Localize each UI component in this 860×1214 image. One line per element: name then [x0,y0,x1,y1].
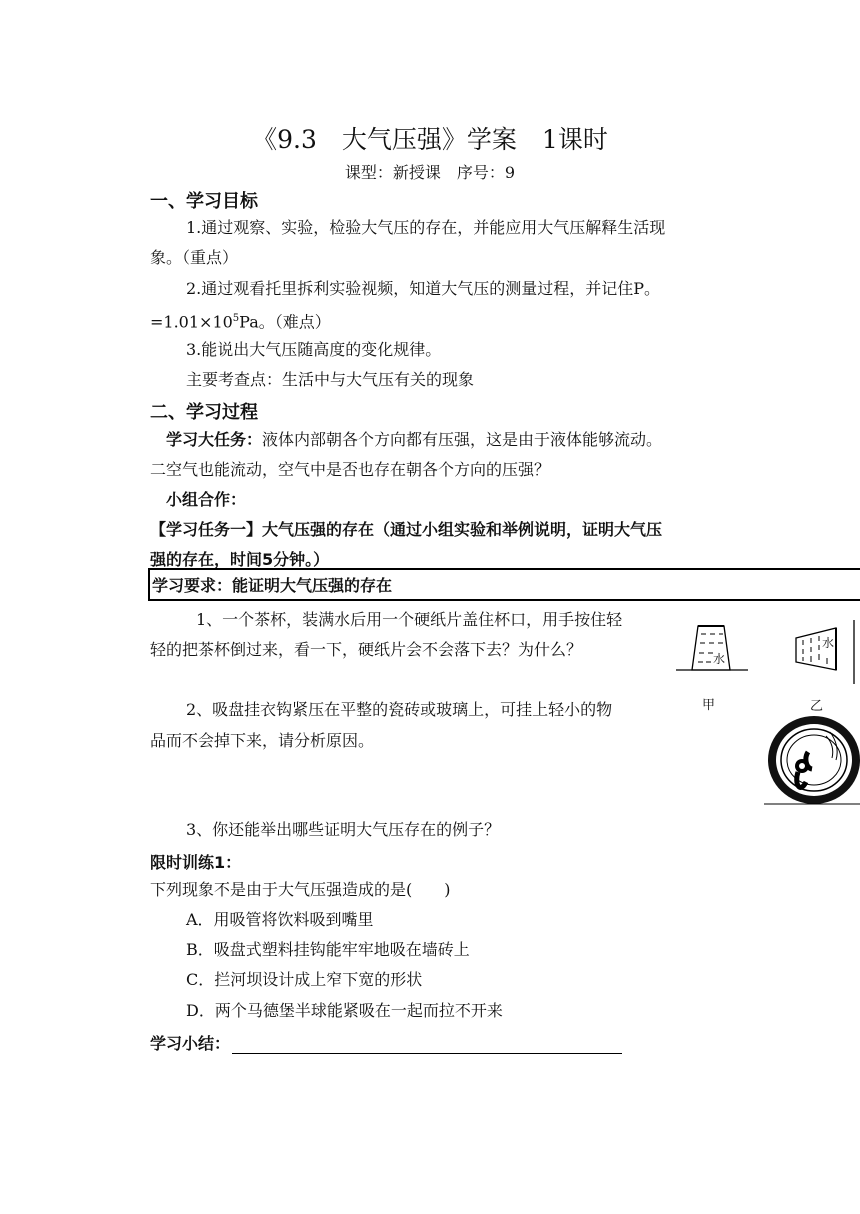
summary-row [150,1034,622,1054]
main-point: 主要考查点：生活中与大气压有关的现象 [186,370,475,389]
task-1-line-1: 【学习任务一】大气压强的存在（通过小组实验和举例说明，证明大气压 [150,520,663,539]
practice-heading: 限时训练1： [150,853,242,872]
question-1-line-1: 1、一个茶杯，装满水后用一个硬纸片盖住杯口，用手按住轻 [196,610,623,629]
option-c: C．拦河坝设计成上窄下宽的形状 [186,970,423,989]
section-heading-process: 二、学习过程 [150,402,258,423]
water-label-cup-jia: 水 [713,652,726,666]
cup-sideways-figure [778,614,860,686]
task-1-line-2: 强的存在，时间5分钟。） [150,550,330,569]
goal-2-line-1: 2.通过观看托里拆利实验视频，知道大气压的测量过程，并记住P。 [186,279,661,298]
caption-yi: 乙 [810,699,824,714]
goal-1-line-2: 象。（重点） [150,248,239,267]
goal-3: 3.能说出大气压随高度的变化规律。 [186,340,442,359]
caption-jia: 甲 [702,698,716,713]
cup-upright-figure [676,612,748,682]
goal-2-line-2: $=1.01\times 10^5Pa$。（难点） [150,312,331,332]
page-subtitle: 课型：新授课 序号：9 [344,163,516,182]
suction-cup-figure [764,714,860,806]
group-work: 小组合作： [166,490,247,509]
requirement-text: 学习要求：能证明大气压强的存在 [152,576,393,595]
page-title: 《9.3 大气压强》学案 1课时 [252,125,608,154]
summary-label: 学习小结： [150,1034,231,1053]
option-b: B．吸盘式塑料挂钩能牢牢地吸在墙砖上 [186,940,470,959]
option-a: A．用吸管将饮料吸到嘴里 [186,910,374,929]
question-2-line-1: 2、吸盘挂衣钩紧压在平整的瓷砖或玻璃上，可挂上轻小的物 [186,700,613,719]
practice-question: 下列现象不是由于大气压强造成的是( ) [150,880,451,899]
question-3: 3、你还能举出哪些证明大气压存在的例子？ [186,820,501,839]
summary-blank[interactable] [232,1037,622,1054]
option-d: D．两个马德堡半球能紧吸在一起而拉不开来 [186,1001,503,1020]
question-1-line-2: 轻的把茶杯倒过来，看一下，硬纸片会不会落下去？为什么？ [150,640,583,659]
goal-1-line-1: 1.通过观察、实验，检验大气压的存在，并能应用大气压解释生活现 [186,218,666,237]
water-label-cup-yi: 水 [822,636,835,650]
section-heading-goals: 一、学习目标 [150,191,258,212]
requirement-box [148,568,860,601]
big-task: 学习大任务：液体内部朝各个方向都有压强，这是由于液体能够流动。 [166,430,663,449]
big-task-line-2: 二空气也能流动，空气中是否也存在朝各个方向的压强？ [150,460,551,479]
question-2-line-2: 品而不会掉下来，请分析原因。 [150,731,375,750]
